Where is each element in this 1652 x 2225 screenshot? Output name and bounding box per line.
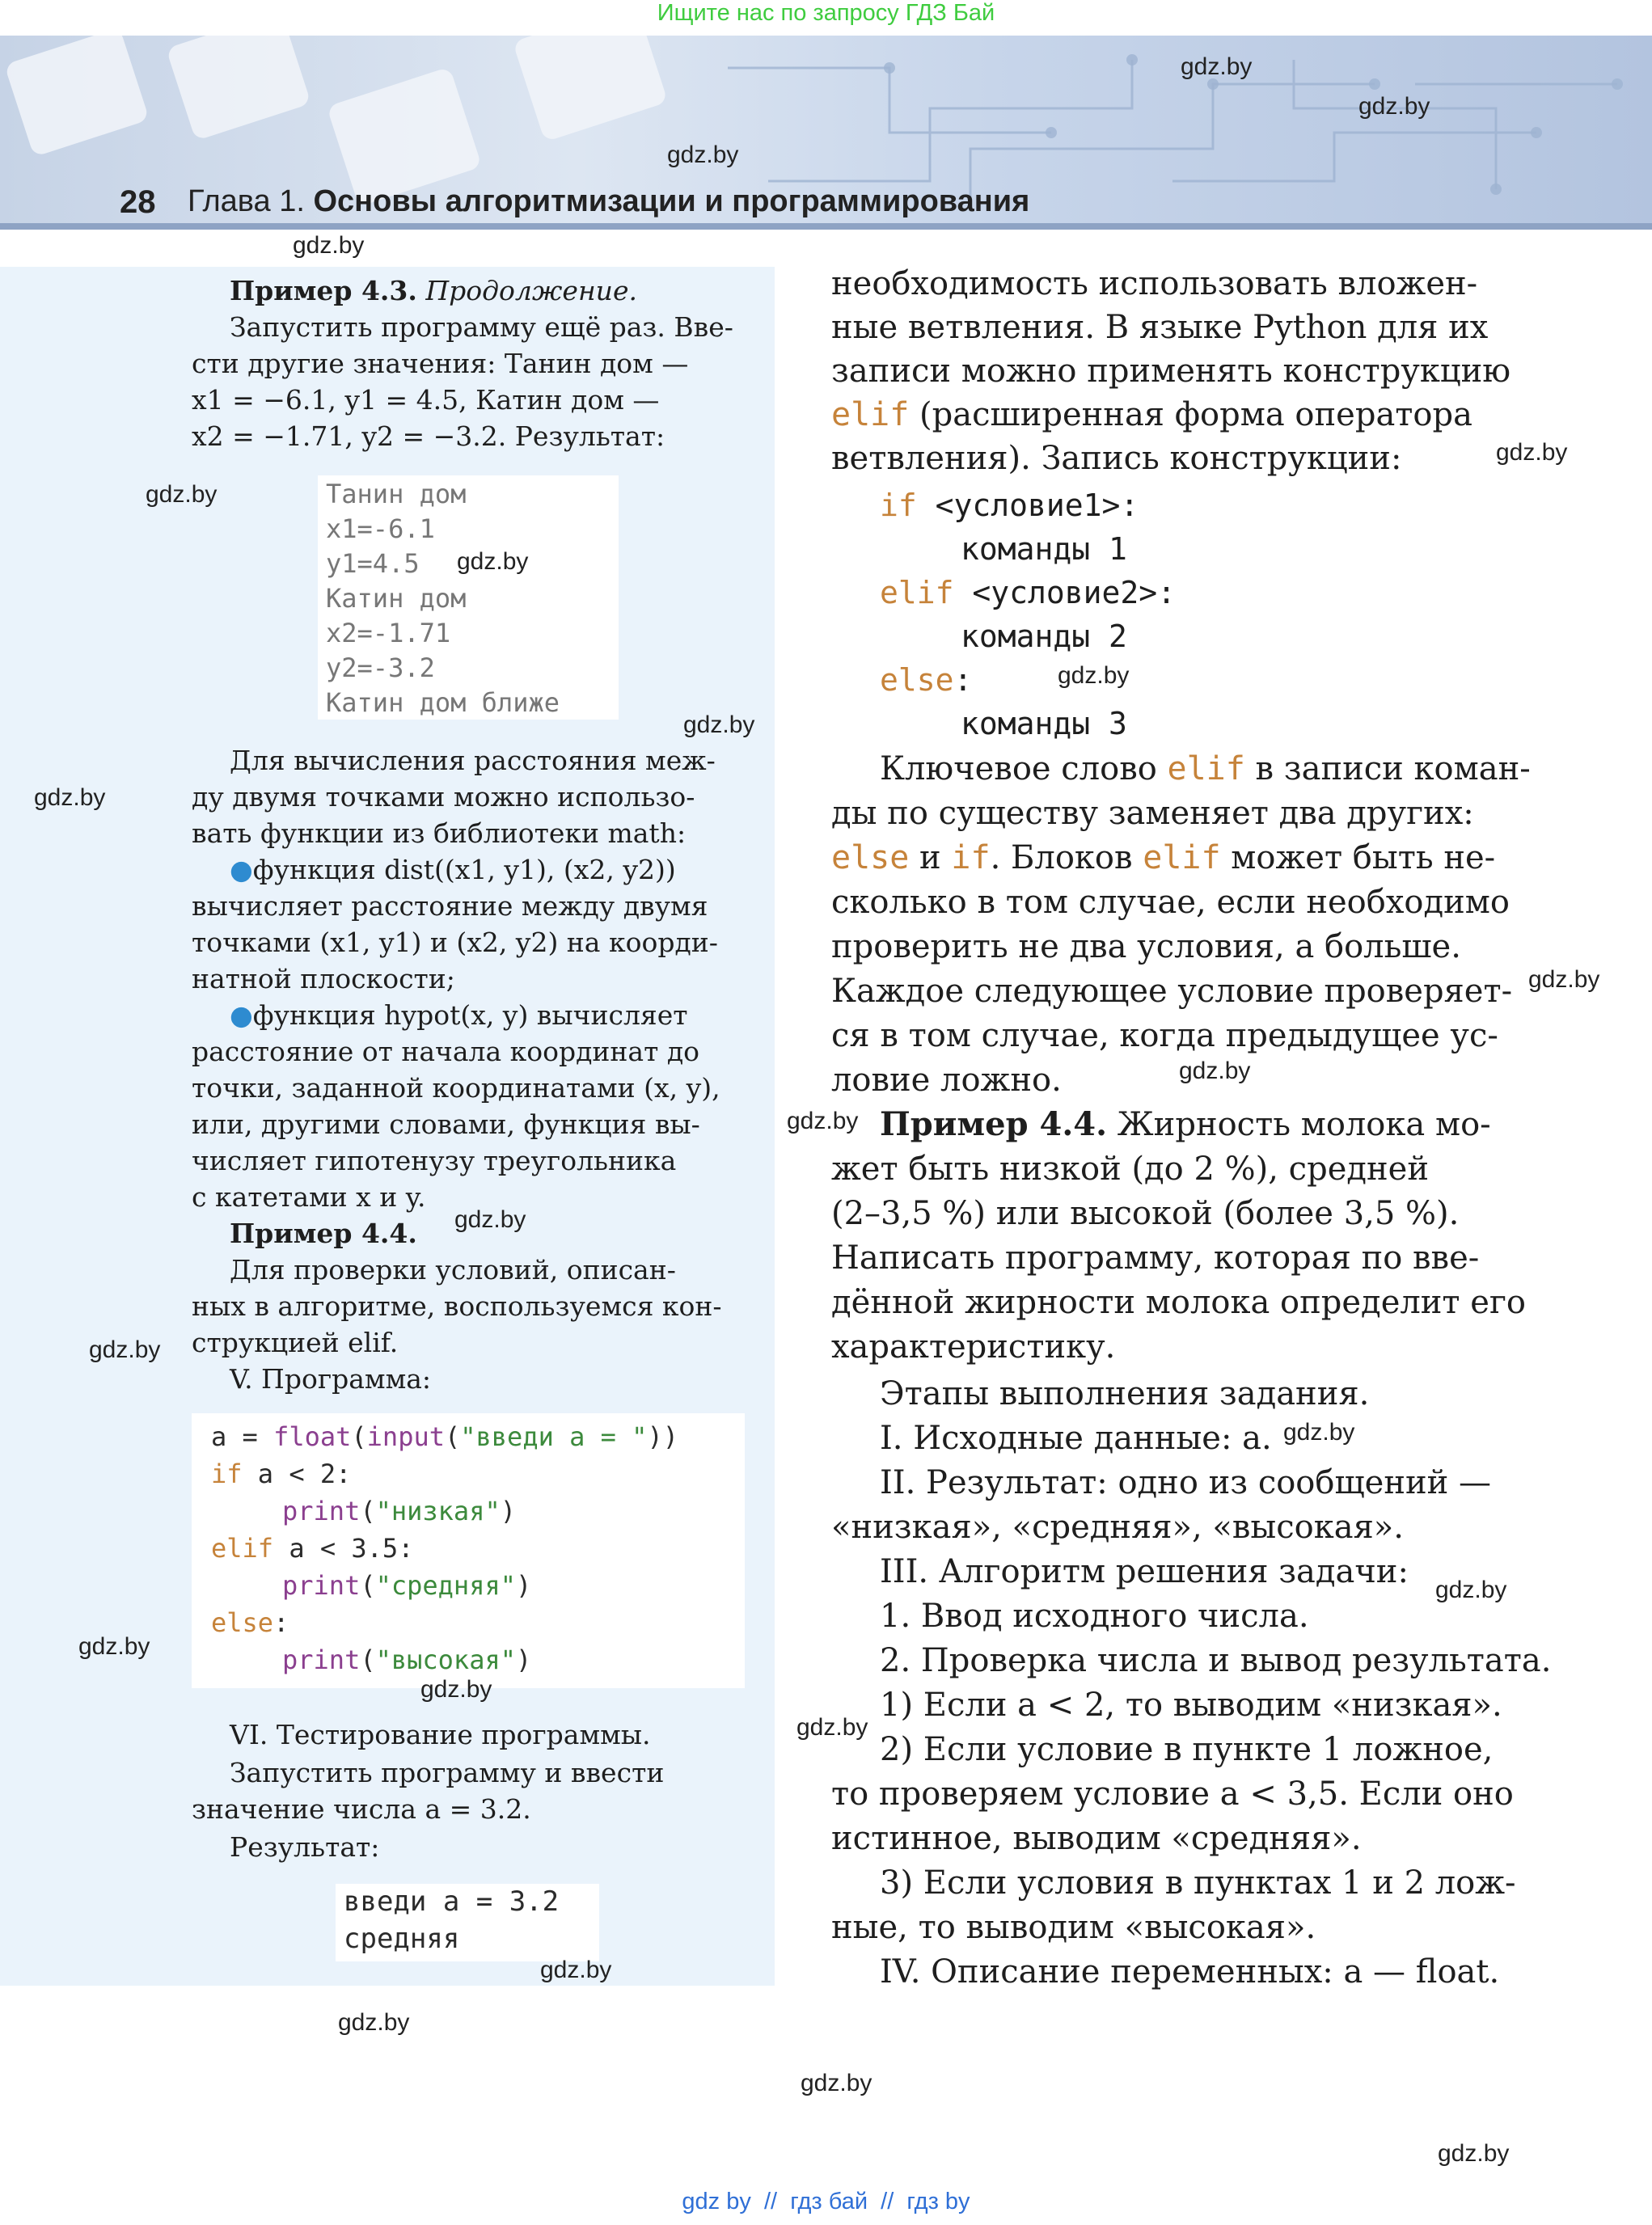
text-line: x2 = −1.71, y2 = −3.2. Результат: bbox=[192, 420, 665, 452]
chapter-title bbox=[188, 184, 1029, 219]
chapter-prefix: Глава 1. bbox=[188, 184, 305, 218]
stage-line: истинное, выводим «средняя». bbox=[831, 1820, 1362, 1857]
watermark: gdz.by bbox=[1181, 53, 1253, 80]
stage-line: 2) Если условие в пункте 1 ложное, bbox=[880, 1731, 1494, 1768]
text-line: elif (расширенная форма оператора bbox=[831, 396, 1472, 433]
text-line: Ключевое слово elif в записи коман- bbox=[880, 750, 1531, 787]
code-line: else: bbox=[211, 1607, 289, 1638]
text-line: или, другими словами, функция вы- bbox=[192, 1108, 700, 1140]
watermark: gdz.by bbox=[1283, 1419, 1355, 1446]
watermark: gdz.by bbox=[457, 548, 529, 575]
watermark: gdz.by bbox=[78, 1633, 150, 1660]
example-4-3-heading bbox=[230, 272, 637, 309]
output-line: x1=-6.1 bbox=[326, 513, 435, 544]
text-line: ных в алгоритме, воспользуемся кон- bbox=[192, 1290, 722, 1322]
stage-line: II. Результат: одно из сообщений — bbox=[880, 1464, 1492, 1501]
syntax-line: else: bbox=[880, 662, 973, 698]
example-4-4-heading bbox=[230, 1215, 417, 1252]
syntax-line: if <условие1>: bbox=[880, 488, 1139, 523]
top-note: Ищите нас по запросу ГДЗ Бай bbox=[657, 0, 995, 26]
watermark: gdz.by bbox=[801, 2070, 872, 2096]
output-line: Танин дом bbox=[326, 479, 467, 509]
watermark: gdz.by bbox=[667, 141, 739, 168]
text-line: струкцией elif. bbox=[192, 1327, 399, 1358]
text-line: функция dist((x1, y1), (x2, y2)) bbox=[252, 854, 676, 885]
text-line: Для вычисления расстояния меж- bbox=[230, 745, 716, 776]
text-line: точки, заданной координатами (x, y), bbox=[192, 1072, 720, 1104]
stage-line: I. Исходные данные: a. bbox=[880, 1420, 1272, 1457]
syntax-line: elif <условие2>: bbox=[880, 575, 1177, 610]
text-line: функция hypot(x, y) вычисляет bbox=[252, 999, 688, 1031]
stage-line: «низкая», «средняя», «высокая». bbox=[831, 1509, 1404, 1546]
bullet-icon: ● bbox=[230, 854, 253, 885]
text-line: Запустить программу ещё раз. Вве- bbox=[230, 311, 733, 343]
text-line: точками (x1, y1) и (x2, y2) на коорди- bbox=[192, 927, 718, 958]
stage-line: ные, то выводим «высокая». bbox=[831, 1909, 1316, 1946]
text-line: вать функции из библиотеки math: bbox=[192, 817, 687, 849]
watermark: gdz.by bbox=[796, 1714, 868, 1741]
output-line: x2=-1.71 bbox=[326, 618, 451, 648]
text-line: (2–3,5 %) или высокой (более 3,5 %). bbox=[831, 1195, 1460, 1232]
text-line: ные ветвления. В языке Python для их bbox=[831, 309, 1489, 346]
syntax-line: команды 2 bbox=[961, 619, 1127, 654]
example-label: Пример 4.4. bbox=[230, 1218, 417, 1249]
result-label: Результат: bbox=[230, 1831, 380, 1863]
example-4-4-task: Пример 4.4. Жирность молока мо- bbox=[880, 1105, 1491, 1143]
text-line: значение числа a = 3.2. bbox=[192, 1793, 531, 1825]
watermark: gdz.by bbox=[1438, 2140, 1510, 2167]
watermark: gdz.by bbox=[1496, 439, 1568, 466]
text-line: необходимость использовать вложен- bbox=[831, 265, 1478, 302]
stage-line: IV. Описание переменных: a — float. bbox=[880, 1953, 1500, 1991]
code-line: print("низкая") bbox=[282, 1496, 516, 1526]
stage-line: 1) Если a < 2, то выводим «низкая». bbox=[880, 1687, 1502, 1724]
watermark: gdz.by bbox=[293, 232, 365, 259]
example-label: Пример 4.4. bbox=[880, 1105, 1108, 1143]
syntax-line: команды 1 bbox=[961, 531, 1127, 567]
watermark: gdz.by bbox=[683, 711, 755, 738]
watermark: gdz.by bbox=[454, 1206, 526, 1233]
code-line: if a < 2: bbox=[211, 1459, 352, 1489]
code-line: print("высокая") bbox=[282, 1644, 532, 1675]
stage-line: 3) Если условия в пунктах 1 и 2 лож- bbox=[880, 1864, 1516, 1902]
text-line: записи можно применять конструкцию bbox=[831, 353, 1511, 390]
text-line: ся в том случае, когда предыдущее ус- bbox=[831, 1017, 1498, 1054]
test-heading: VI. Тестирование программы. bbox=[230, 1719, 651, 1750]
watermark: gdz.by bbox=[1435, 1577, 1507, 1603]
watermark: gdz.by bbox=[34, 784, 106, 811]
code-line: a = float(input("введи a = ")) bbox=[211, 1421, 678, 1452]
text-line: x1 = −6.1, y1 = 4.5, Катин дом — bbox=[192, 384, 660, 416]
output-line: средняя bbox=[344, 1923, 460, 1955]
text-line: с катетами x и y. bbox=[192, 1181, 426, 1213]
text-line: сколько в том случае, если необходимо bbox=[831, 884, 1510, 921]
text-line: сти другие значения: Танин дом — bbox=[192, 348, 689, 379]
chapter-name: Основы алгоритмизации и программирования bbox=[313, 184, 1030, 218]
text-line: ду двумя точками можно использо- bbox=[192, 781, 695, 813]
program-heading: V. Программа: bbox=[230, 1363, 432, 1395]
dist-item bbox=[230, 851, 676, 888]
hypot-item bbox=[230, 997, 688, 1033]
text-line: Каждое следующее условие проверяет- bbox=[831, 973, 1513, 1010]
watermark: gdz.by bbox=[338, 2009, 410, 2036]
output-line: y2=-3.2 bbox=[326, 652, 435, 683]
text-line: ды по существу заменяет два других: bbox=[831, 795, 1474, 832]
watermark: gdz.by bbox=[420, 1676, 492, 1703]
output-line: введи a = 3.2 bbox=[344, 1885, 560, 1918]
text-line: жет быть низкой (до 2 %), средней bbox=[831, 1150, 1429, 1188]
text-line: ветвления). Запись конструкции: bbox=[831, 440, 1402, 477]
text-line: расстояние от начала координат до bbox=[192, 1036, 700, 1067]
page-number: 28 bbox=[120, 184, 156, 220]
bullet-icon: ● bbox=[230, 999, 253, 1031]
stage-line: то проверяем условие a < 3,5. Если оно bbox=[831, 1775, 1514, 1813]
text-line: Для проверки условий, описан- bbox=[230, 1254, 676, 1286]
watermark: gdz.by bbox=[1058, 662, 1130, 689]
text-line: характеристику. bbox=[831, 1328, 1116, 1366]
stage-line: Этапы выполнения задания. bbox=[880, 1375, 1370, 1412]
text-line: ловие ложно. bbox=[831, 1062, 1062, 1099]
watermark: gdz.by bbox=[1528, 966, 1600, 993]
watermark: gdz.by bbox=[787, 1108, 859, 1134]
text-line: else и if. Блоков elif может быть не- bbox=[831, 839, 1496, 876]
stage-line: 1. Ввод исходного числа. bbox=[880, 1598, 1309, 1635]
text-line: натной плоскости; bbox=[192, 963, 455, 994]
syntax-line: команды 3 bbox=[961, 706, 1127, 741]
text-line: проверить не два условия, а больше. bbox=[831, 928, 1461, 965]
text-line: числяет гипотенузу треугольника bbox=[192, 1145, 677, 1176]
text-line: вычисляет расстояние между двумя bbox=[192, 890, 708, 922]
watermark: gdz.by bbox=[146, 481, 218, 508]
footer-links: gdz by // гдз бай // гдз by bbox=[682, 2189, 970, 2214]
example-label: Пример 4.3. bbox=[230, 275, 417, 306]
stage-line: III. Алгоритм решения задачи: bbox=[880, 1553, 1409, 1590]
continuation-label: Продолжение. bbox=[425, 275, 637, 306]
text-line: Запустить программу и ввести bbox=[230, 1757, 665, 1788]
output-line: y1=4.5 bbox=[326, 548, 420, 579]
text-line: Написать программу, которая по вве- bbox=[831, 1239, 1480, 1277]
watermark: gdz.by bbox=[1358, 93, 1430, 120]
stage-line: 2. Проверка числа и вывод результата. bbox=[880, 1642, 1552, 1679]
watermark: gdz.by bbox=[540, 1957, 612, 1983]
code-line: elif a < 3.5: bbox=[211, 1533, 414, 1564]
output-line: Катин дом bbox=[326, 583, 467, 614]
watermark: gdz.by bbox=[1179, 1058, 1251, 1084]
output-line: Катин дом ближе bbox=[326, 687, 560, 718]
text-line: дённой жирности молока определит его bbox=[831, 1284, 1526, 1321]
watermark: gdz.by bbox=[89, 1336, 161, 1363]
code-line: print("средняя") bbox=[282, 1570, 532, 1601]
